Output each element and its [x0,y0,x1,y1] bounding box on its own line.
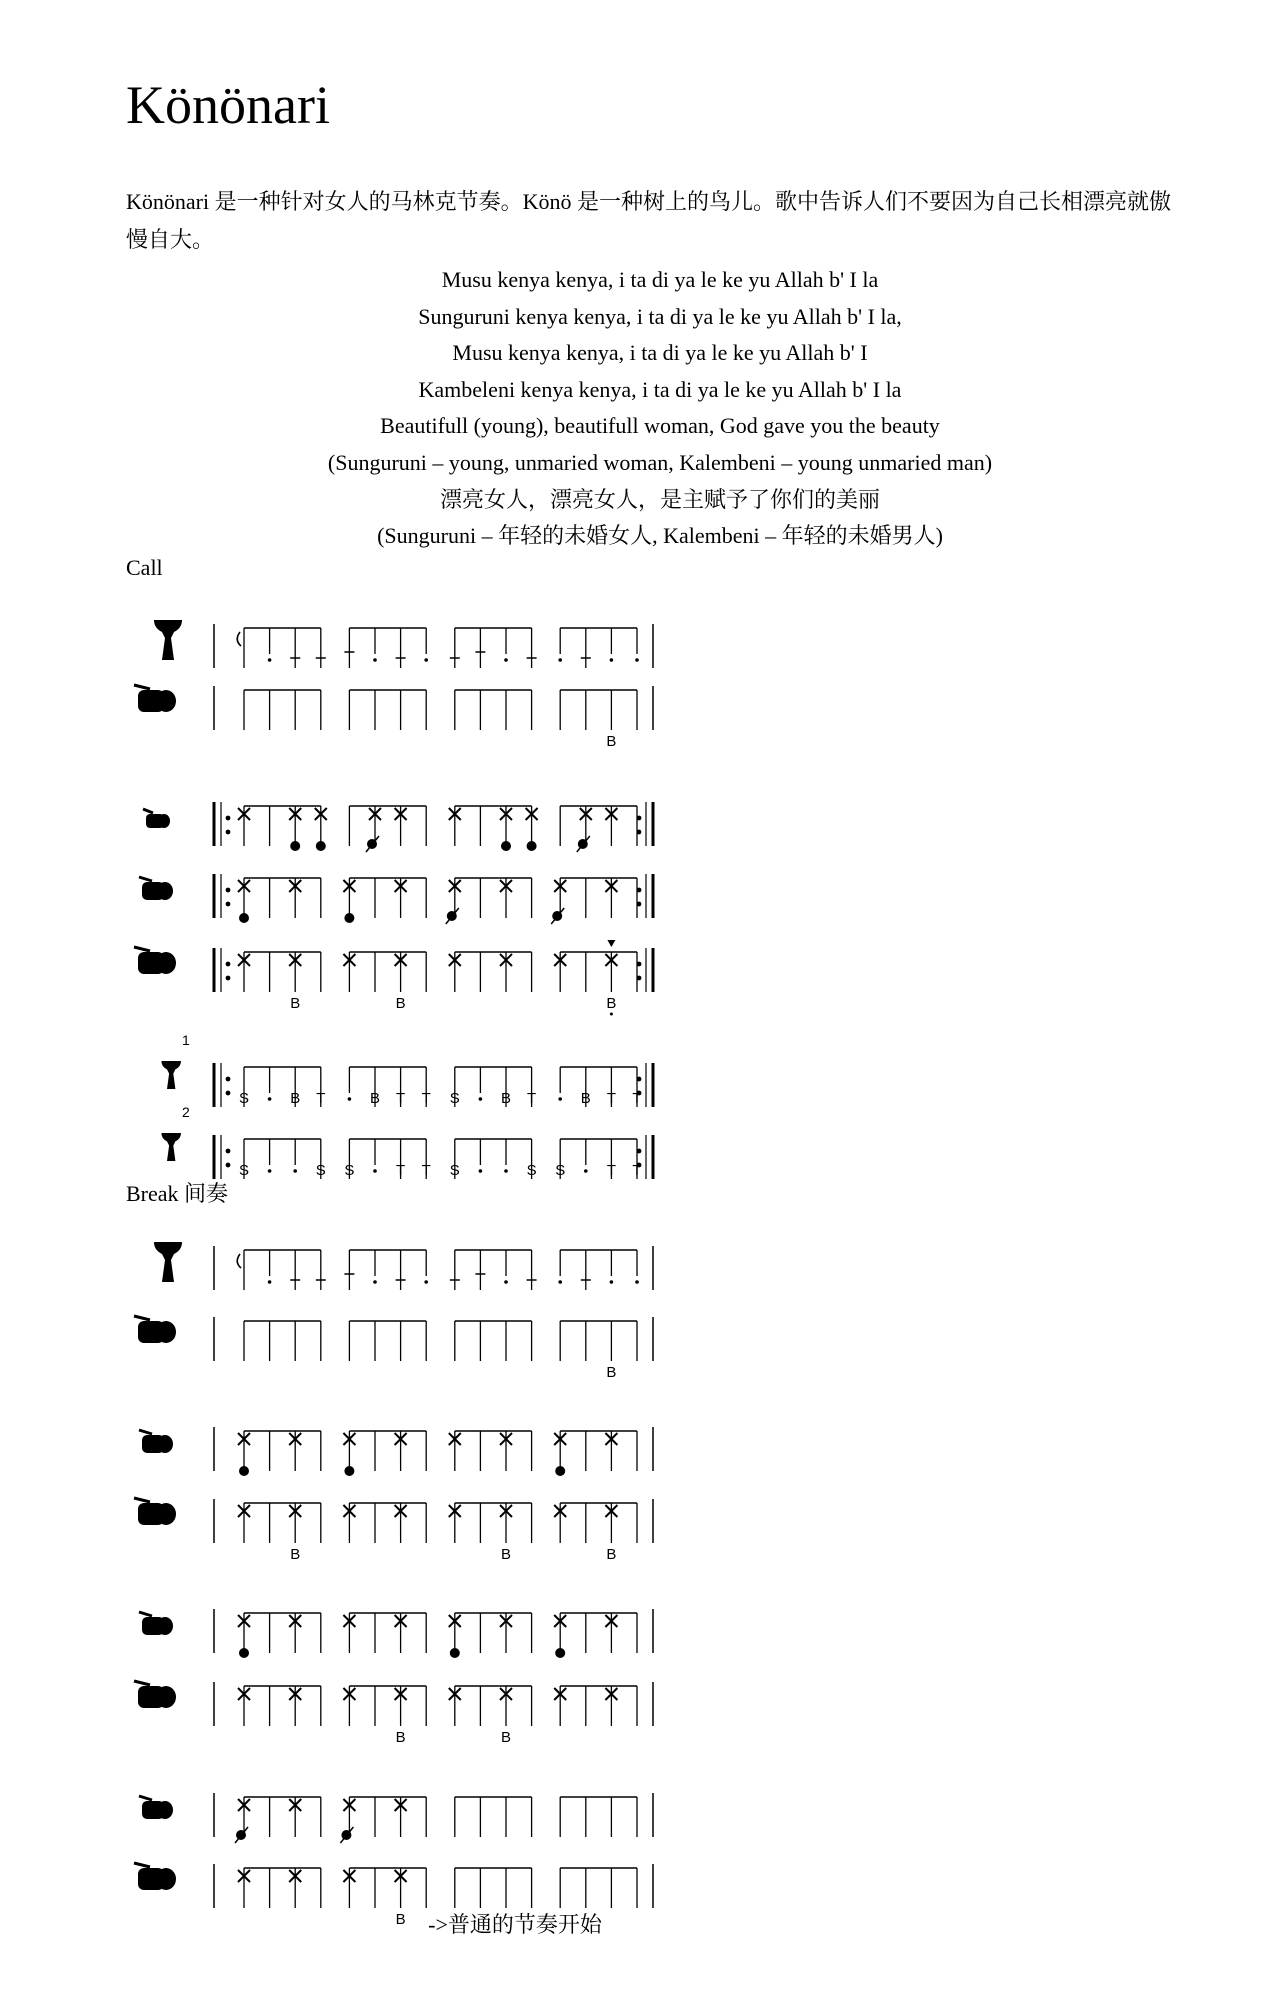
rest-dot [348,1097,352,1101]
open-note [450,1648,460,1658]
note-letter: B [290,1546,301,1563]
open-note [344,913,354,923]
medium-dundun-icon [139,1430,173,1453]
note-letter: B [606,995,617,1012]
repeat-dot [226,816,231,821]
flam-mark [237,1254,241,1268]
repeat-dot [226,962,231,967]
rest-dot [268,1097,272,1101]
note-letter: T [632,1090,642,1107]
staff-main-kenkeni [143,802,653,852]
lyric-line: (Sunguruni – 年轻的未婚女人, Kalembeni – 年轻的未婚男人) [377,523,943,549]
lyric-line: Kambeleni kenya kenya, i ta di ya le ke yu Allah b' I la [418,376,902,402]
open-note [290,841,300,851]
rest-dot [635,658,639,662]
rest-dot [558,1280,562,1284]
rest-dot [558,658,562,662]
rest-dot [268,1280,272,1284]
open-note [344,1466,354,1476]
djembe-icon [154,620,182,660]
staff-break-b-large [134,1681,653,1746]
note-letter: S [238,1090,250,1107]
rest-dot [610,658,614,662]
note-letter: B [606,1546,617,1563]
staff-break-b-medium [139,1609,653,1658]
note-letter: S [344,1162,355,1179]
note-letter: B [500,1546,512,1563]
medium-dundun-icon [139,1612,173,1635]
rest-dot [373,1280,377,1284]
rest-dot [424,658,428,662]
medium-dundun-icon [139,877,173,900]
note-letter: S [449,1162,460,1179]
repeat-dot [226,976,231,981]
staff-break-a-medium [139,1427,653,1476]
page-title: Könönari [126,75,330,135]
staff-call-djembe [154,620,653,668]
rest-dot [268,658,272,662]
lyric-line: Musu kenya kenya, i ta di ya le ke yu Allah b' I [452,340,868,366]
repeat-dot [226,902,231,907]
lyric-line: Beautifull (young), beautifull woman, God gave you the beauty [380,413,940,439]
lyric-line: Sunguruni kenya kenya, i ta di ya le ke yu Allah b' I la, [418,303,902,329]
staff-break-a-large [134,1498,653,1563]
djembe-icon [161,1061,181,1089]
rest-dot [293,1169,297,1173]
repeat-dot [226,1149,231,1154]
flam-mark [237,632,241,646]
note-letter: T [421,1162,431,1179]
note-letter: B [369,1090,381,1107]
note-letter: T [606,1090,616,1107]
note-letter: B [606,733,617,750]
note-letter: T [396,1162,406,1179]
staff-accomp-djembe-2 [161,1104,653,1179]
staff-main-sangban [139,874,653,924]
note-letter: B [290,1090,301,1107]
open-note [239,1466,249,1476]
note-letter: B [395,995,406,1012]
section-label-break: Break 间奏 [126,1181,229,1206]
repeat-dot [226,830,231,835]
rest-dot [479,1169,483,1173]
footer-note: ->普通的节奏开始 [428,1912,602,1937]
staff-break-dundun [134,1316,653,1381]
rest-dot [373,1169,377,1173]
variation-number: 2 [182,1104,190,1120]
note-letter: S [449,1090,460,1107]
large-dundun-icon [134,1316,176,1343]
note-letter: T [421,1090,431,1107]
open-note [555,1466,565,1476]
note-letter: B [500,1090,512,1107]
note-letter: T [606,1162,616,1179]
medium-dundun-icon [139,1796,173,1819]
section-label-call: Call [126,555,163,580]
staff-accomp-djembe-1 [161,1032,653,1107]
staff-call-dundun [134,685,653,750]
lyric-line: Musu kenya kenya, i ta di ya le ke yu Allah b' I la [441,267,879,292]
rest-dot [584,1169,588,1173]
note-letter: T [527,1090,537,1107]
staff-main-dundunba [134,940,653,1016]
variation-number: 1 [182,1032,190,1048]
rest-dot [504,658,508,662]
rest-dot [479,1097,483,1101]
note-letter: T [632,1162,642,1179]
large-dundun-icon [134,1498,176,1525]
djembe-icon [154,1242,182,1282]
note-letter: B [606,1364,617,1381]
note-letter: B [580,1090,591,1107]
note-letter: B [290,995,301,1012]
lyric-line: 漂亮女人，漂亮女人，是主赋予了你们的美丽 [439,486,880,512]
open-note [316,841,326,851]
accent-mark [607,940,615,947]
intro-paragraph: Könönari 是一种针对女人的马林克节奏。Könö 是一种树上的鸟儿。歌中告诉人们不要因为自己长相漂亮就傲慢自大。 [126,189,1171,252]
open-note [501,841,511,851]
large-dundun-icon [134,685,176,712]
accent-dot [610,1013,613,1016]
open-note [555,1648,565,1658]
large-dundun-icon [134,1681,176,1708]
djembe-icon [161,1133,181,1161]
rest-dot [504,1280,508,1284]
rest-dot [373,658,377,662]
large-dundun-icon [134,1863,176,1890]
rest-dot [504,1169,508,1173]
rest-dot [424,1280,428,1284]
rest-dot [610,1280,614,1284]
small-dundun-icon [143,809,170,828]
open-note [239,1648,249,1658]
rest-dot [635,1280,639,1284]
large-dundun-icon [134,947,176,974]
open-note [527,841,537,851]
staff-break-c-medium [139,1793,653,1843]
note-letter: B [395,1729,406,1746]
rest-dot [268,1169,272,1173]
staff-break-djembe [154,1242,653,1290]
note-letter: T [396,1090,406,1107]
rest-dot [558,1097,562,1101]
lyric-line: (Sunguruni – young, unmaried woman, Kalembeni – young unmaried man) [327,449,993,475]
note-letter: S [238,1162,250,1179]
repeat-dot [226,1077,231,1082]
note-letter: B [395,1911,406,1928]
note-letter: S [526,1162,537,1179]
note-letter: S [315,1162,326,1179]
note-letter: T [316,1090,326,1107]
note-letter: S [555,1162,566,1179]
note-letter: B [500,1729,512,1746]
open-note [239,913,249,923]
repeat-dot [226,888,231,893]
repeat-dot [226,1163,231,1168]
repeat-dot [226,1091,231,1096]
